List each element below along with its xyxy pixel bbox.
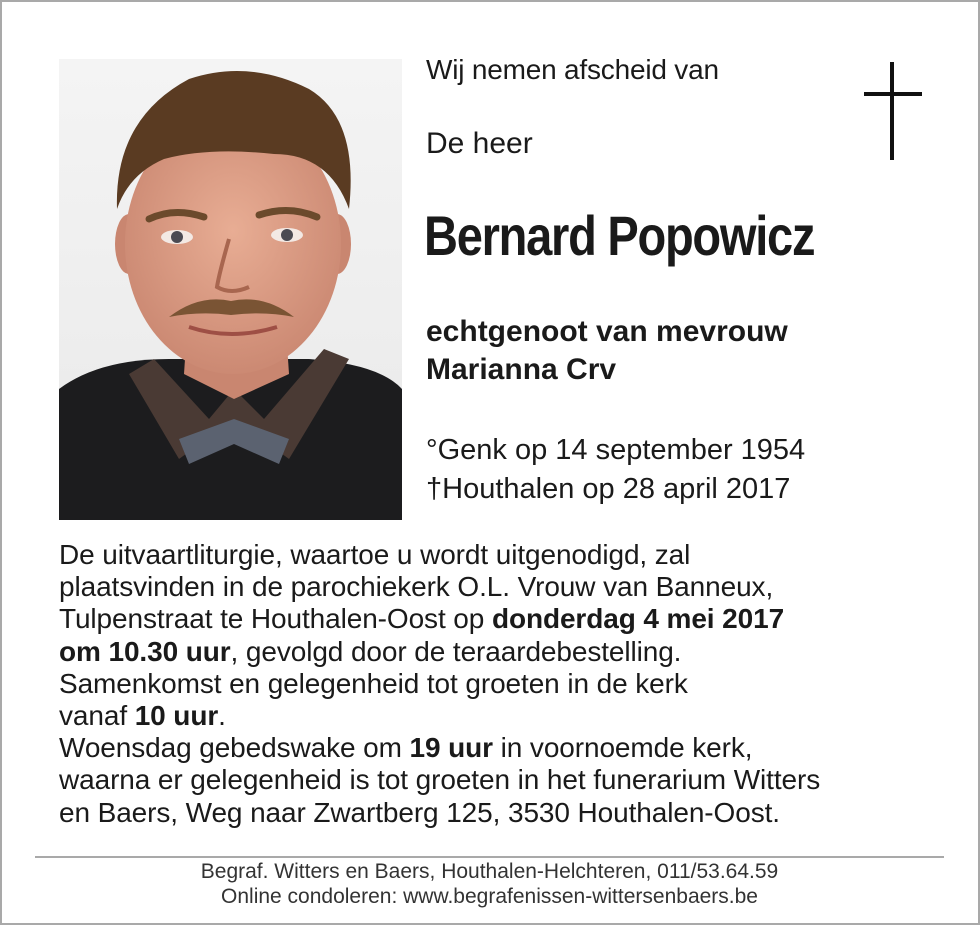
body-line-3: [59, 603, 959, 635]
footer-website: Online condoleren: www.begrafenissen-wittersenbaers.be: [221, 885, 758, 908]
spouse-info: [426, 313, 788, 389]
body-line-5: Samenkomst en gelegenheid tot groeten in de kerk: [59, 667, 688, 699]
vigil-time: 19 uur: [409, 732, 493, 764]
body-line-9: en Baers, Weg naar Zwartberg 125, 3530 Houthalen-Oost.: [59, 796, 780, 828]
body-line-1: De uitvaartliturgie, waartoe u wordt uitgenodigd, zal: [59, 539, 691, 570]
footer-divider: [35, 856, 944, 858]
honorific: De heer: [426, 127, 533, 160]
birth-date: °Genk op 14 september 1954: [426, 434, 806, 466]
intro-text: Wij nemen afscheid van: [426, 54, 719, 85]
funeral-details: [59, 539, 959, 829]
spouse-line-2: Marianna Crv: [426, 353, 617, 386]
funeral-date: donderdag 4 mei 2017: [491, 603, 785, 635]
body-text: in voornoemde kerk,: [492, 732, 753, 764]
deceased-name: Bernard Popowicz: [424, 204, 815, 267]
body-text: vanaf: [59, 700, 135, 732]
cross-icon: [864, 62, 922, 160]
body-text: Woensdag gebedswake om: [59, 732, 410, 764]
body-line-2: plaatsvinden in de parochiekerk O.L. Vrouw van Banneux,: [59, 571, 774, 603]
funeral-time: om 10.30 uur: [59, 635, 231, 667]
portrait-photo: [59, 59, 402, 520]
gathering-time: 10 uur: [134, 700, 219, 732]
life-dates: [426, 431, 805, 509]
body-text: Tulpenstraat te Houthalen-Oost op: [59, 603, 492, 635]
footer-undertaker: Begraf. Witters en Baers, Houthalen-Helchteren, 011/53.64.59: [200, 860, 779, 883]
body-line-4: [59, 636, 959, 668]
death-date: †Houthalen op 28 april 2017: [426, 473, 791, 505]
spouse-line-1: echtgenoot van mevrouw: [426, 315, 788, 348]
body-text: .: [218, 700, 226, 732]
body-line-7: [59, 732, 959, 764]
body-text: , gevolgd door de teraardebestelling.: [230, 635, 682, 667]
body-line-8: waarna er gelegenheid is tot groeten in het funerarium Witters: [59, 764, 821, 796]
body-line-6: [59, 700, 959, 732]
